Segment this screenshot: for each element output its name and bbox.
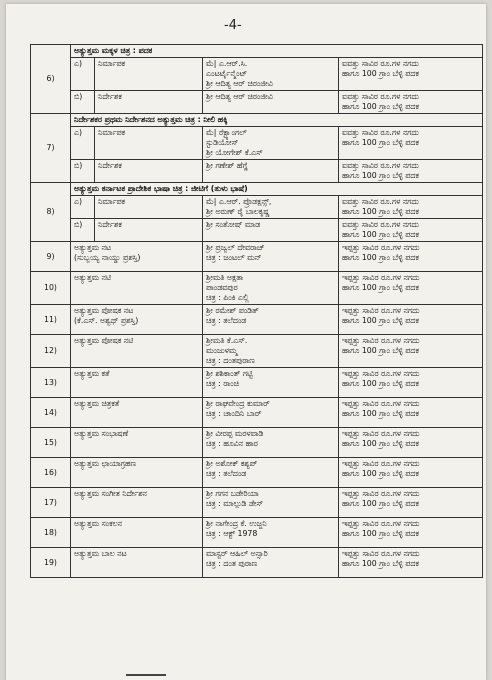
- document-page: [6, 4, 486, 680]
- award-prize: ಇಪ್ಪತ್ತು ಸಾವಿರ ರೂ.ಗಳ ನಗದು ಹಾಗೂ 100 ಗ್ರಾಂ ಬೆಳ್ಳಿ ಪದಕ: [339, 272, 483, 305]
- award-number: 15): [31, 428, 71, 458]
- award-number: 17): [31, 488, 71, 518]
- row-winner: ಮೆ| ಎ.ಆರ್. ಪ್ರೊಡಕ್ಷನ್ಸ್, ಶ್ರೀ ಅರುಣ್ ರೈ ಬಾಲಕೃಷ್ಣ: [203, 196, 339, 219]
- award-category: ಅತ್ಯುತ್ತಮ ಸಂಕಲನ: [71, 518, 203, 548]
- table-row: [31, 458, 483, 488]
- award-category: ಅತ್ಯುತ್ತಮ ಪೋಷಕ ನಟ (ಕೆ.ಎಸ್. ಅಶ್ವಥ್ ಪ್ರಶಸ್ತಿ): [71, 305, 203, 335]
- table-row: [31, 305, 483, 335]
- award-winner: ಶ್ರೀ ರಮೇಶ್ ಪಂಡಿತ್ ಚಿತ್ರ : ತಲೆದಂಡ: [203, 305, 339, 335]
- award-number: 16): [31, 458, 71, 488]
- row-winner: ಮೆ| ಎ.ಆರ್.ಸಿ. ಎಂಟರ್ಟೈನ್ಮೆಂಟ್ ಶ್ರೀ ಆದಿತ್ಯ ಆರ್ ಚಿರಂಜೀವಿ: [203, 58, 339, 91]
- award-winner: ಶ್ರೀ ಶಶಿಕಾಂತ್ ಗಟ್ಟಿ ಚಿತ್ರ : ರಾಂಚಿ: [203, 368, 339, 398]
- row-role: ನಿರ್ದೇಶಕ: [95, 219, 203, 242]
- row-prize: ಐವತ್ತು ಸಾವಿರ ರೂ.ಗಳ ನಗದು ಹಾಗೂ 100 ಗ್ರಾಂ ಬೆಳ್ಳಿ ಪದಕ: [339, 160, 483, 183]
- award-prize: ಇಪ್ಪತ್ತು ಸಾವಿರ ರೂ.ಗಳ ನಗದು ಹಾಗೂ 100 ಗ್ರಾಂ ಬೆಳ್ಳಿ ಪದಕ: [339, 398, 483, 428]
- awards-table: [30, 44, 483, 578]
- table-row: [31, 127, 483, 160]
- row-sub-label: ಎ): [71, 127, 95, 160]
- table-row: [31, 242, 483, 272]
- table-row: [31, 160, 483, 183]
- table-row: [31, 272, 483, 305]
- award-category: ಅತ್ಯುತ್ತಮ ಸಂಭಾಷಣೆ: [71, 428, 203, 458]
- section-title: ಅತ್ಯುತ್ತಮ ಮಕ್ಕಳ ಚಿತ್ರ : ಪದಕ: [71, 45, 483, 58]
- row-winner: ಶ್ರೀ ಆದಿತ್ಯ ಆರ್ ಚಿರಂಜೀವಿ: [203, 91, 339, 114]
- table-row: [31, 488, 483, 518]
- award-category: ಅತ್ಯುತ್ತಮ ನಟಿ: [71, 272, 203, 305]
- award-prize: ಇಪ್ಪತ್ತು ಸಾವಿರ ರೂ.ಗಳ ನಗದು ಹಾಗೂ 100 ಗ್ರಾಂ ಬೆಳ್ಳಿ ಪದಕ: [339, 368, 483, 398]
- award-winner: ಶ್ರೀ ಅಶೋಕ್ ಕಶ್ಯಪ್ ಚಿತ್ರ : ತಲೆದಂಡ: [203, 458, 339, 488]
- table-row: [31, 219, 483, 242]
- row-sub-label: ಬಿ): [71, 219, 95, 242]
- row-role: ನಿರ್ದೇಶಕ: [95, 160, 203, 183]
- award-number: 18): [31, 518, 71, 548]
- section-number: 8): [31, 183, 71, 242]
- award-winner: ಶ್ರೀ ಪ್ರಜ್ವಲ್ ದೇವರಾಜ್ ಚಿತ್ರ : ಜಂಟಲ್ ಮನ್: [203, 242, 339, 272]
- award-prize: ಇಪ್ಪತ್ತು ಸಾವಿರ ರೂ.ಗಳ ನಗದು ಹಾಗೂ 100 ಗ್ರಾಂ ಬೆಳ್ಳಿ ಪದಕ: [339, 458, 483, 488]
- table-row: [31, 398, 483, 428]
- table-row: [31, 368, 483, 398]
- row-prize: ಐವತ್ತು ಸಾವಿರ ರೂ.ಗಳ ನಗದು ಹಾಗೂ 100 ಗ್ರಾಂ ಬೆಳ್ಳಿ ಪದಕ: [339, 91, 483, 114]
- section-title: ನಿರ್ದೇಶಕರ ಪ್ರಥಮ ನಿರ್ದೇಶನದ ಅತ್ಯುತ್ತಮ ಚಿತ್ರ : ನೀಲಿ ಹಕ್ಕಿ: [71, 114, 483, 127]
- row-role: ನಿರ್ಮಾಪಕ: [95, 196, 203, 219]
- awards-table-body: [31, 45, 483, 578]
- award-category: ಅತ್ಯುತ್ತಮ ಚಿತ್ರಕತೆ: [71, 398, 203, 428]
- award-winner: ಶ್ರೀ ವೀರಪ್ಪ ಮರಳವಾಡಿ ಚಿತ್ರ : ಹೂವಿನ ಹಾರ: [203, 428, 339, 458]
- footer-mark: [126, 674, 166, 676]
- row-role: ನಿರ್ಮಾಪಕ: [95, 127, 203, 160]
- row-winner: ಮೆ| ರೆಕ್ಟ್ಯಾಂಗಲ್ ಸ್ಟುಡಿಯೋಸ್ ಶ್ರೀ ಯೋಗೇಶ್ ಕೆ.ಎಸ್: [203, 127, 339, 160]
- page-number: -4-: [224, 18, 242, 33]
- award-category: ಅತ್ಯುತ್ತಮ ಸಂಗೀತ ನಿರ್ದೇಶನ: [71, 488, 203, 518]
- award-winner: ಶ್ರೀಮತಿ ಅಕ್ಷತಾ ಪಾಂಡವಪುರ ಚಿತ್ರ : ಪಿಂಕಿ ಎಲ್ಲಿ: [203, 272, 339, 305]
- section-number: 6): [31, 45, 71, 114]
- award-prize: ಇಪ್ಪತ್ತು ಸಾವಿರ ರೂ.ಗಳ ನಗದು ಹಾಗೂ 100 ಗ್ರಾಂ ಬೆಳ್ಳಿ ಪದಕ: [339, 335, 483, 368]
- row-sub-label: ಬಿ): [71, 91, 95, 114]
- section-header-row: [31, 114, 483, 127]
- award-prize: ಇಪ್ಪತ್ತು ಸಾವಿರ ರೂ.ಗಳ ನಗದು ಹಾಗೂ 100 ಗ್ರಾಂ ಬೆಳ್ಳಿ ಪದಕ: [339, 548, 483, 578]
- award-winner: ಶ್ರೀ ನಾಗೇಂದ್ರ ಕೆ. ಉಜ್ಜನಿ ಚಿತ್ರ : ಆಕ್ಟ್ 1978: [203, 518, 339, 548]
- table-row: [31, 335, 483, 368]
- row-sub-label: ಎ): [71, 58, 95, 91]
- award-number: 13): [31, 368, 71, 398]
- section-header-row: [31, 45, 483, 58]
- award-category: ಅತ್ಯುತ್ತಮ ಬಾಲ ನಟ: [71, 548, 203, 578]
- award-winner: ಶ್ರೀ ಗಗನ ಬಡೇರಿಯಾ ಚಿತ್ರ : ಮಾಲ್ಗುಡಿ ಡೇಸ್: [203, 488, 339, 518]
- row-prize: ಐವತ್ತು ಸಾವಿರ ರೂ.ಗಳ ನಗದು ಹಾಗೂ 100 ಗ್ರಾಂ ಬೆಳ್ಳಿ ಪದಕ: [339, 58, 483, 91]
- row-sub-label: ಎ): [71, 196, 95, 219]
- award-prize: ಇಪ್ಪತ್ತು ಸಾವಿರ ರೂ.ಗಳ ನಗದು ಹಾಗೂ 100 ಗ್ರಾಂ ಬೆಳ್ಳಿ ಪದಕ: [339, 428, 483, 458]
- award-number: 9): [31, 242, 71, 272]
- award-prize: ಇಪ್ಪತ್ತು ಸಾವಿರ ರೂ.ಗಳ ನಗದು ಹಾಗೂ 100 ಗ್ರಾಂ ಬೆಳ್ಳಿ ಪದಕ: [339, 242, 483, 272]
- award-number: 11): [31, 305, 71, 335]
- row-role: ನಿರ್ಮಾಪಕ: [95, 58, 203, 91]
- table-row: [31, 518, 483, 548]
- row-role: ನಿರ್ದೇಶಕ: [95, 91, 203, 114]
- award-prize: ಇಪ್ಪತ್ತು ಸಾವಿರ ರೂ.ಗಳ ನಗದು ಹಾಗೂ 100 ಗ್ರಾಂ ಬೆಳ್ಳಿ ಪದಕ: [339, 488, 483, 518]
- table-row: [31, 428, 483, 458]
- award-category: ಅತ್ಯುತ್ತಮ ಛಾಯಾಗ್ರಹಣ: [71, 458, 203, 488]
- table-row: [31, 58, 483, 91]
- award-prize: ಇಪ್ಪತ್ತು ಸಾವಿರ ರೂ.ಗಳ ನಗದು ಹಾಗೂ 100 ಗ್ರಾಂ ಬೆಳ್ಳಿ ಪದಕ: [339, 518, 483, 548]
- award-category: ಅತ್ಯುತ್ತಮ ಕತೆ: [71, 368, 203, 398]
- award-prize: ಇಪ್ಪತ್ತು ಸಾವಿರ ರೂ.ಗಳ ನಗದು ಹಾಗೂ 100 ಗ್ರಾಂ ಬೆಳ್ಳಿ ಪದಕ: [339, 305, 483, 335]
- table-row: [31, 196, 483, 219]
- section-title: ಅತ್ಯುತ್ತಮ ಕರ್ನಾಟಕ ಪ್ರಾದೇಶಿಕ ಭಾಷಾ ಚಿತ್ರ : ಜೀಟಿಗೆ (ತುಳು ಭಾಷೆ): [71, 183, 483, 196]
- award-number: 12): [31, 335, 71, 368]
- award-number: 10): [31, 272, 71, 305]
- row-prize: ಐವತ್ತು ಸಾವಿರ ರೂ.ಗಳ ನಗದು ಹಾಗೂ 100 ಗ್ರಾಂ ಬೆಳ್ಳಿ ಪದಕ: [339, 219, 483, 242]
- award-category: ಅತ್ಯುತ್ತಮ ಪೋಷಕ ನಟಿ: [71, 335, 203, 368]
- award-winner: ಶ್ರೀ ರಾಘವೇಂದ್ರ ಕುಮಾರ್ ಚಿತ್ರ : ಚಾಂದಿನಿ ಬಾರ್: [203, 398, 339, 428]
- award-category: ಅತ್ಯುತ್ತಮ ನಟ (ಸುಬ್ಬಯ್ಯ ನಾಯ್ಡು ಪ್ರಶಸ್ತಿ): [71, 242, 203, 272]
- section-number: 7): [31, 114, 71, 183]
- award-winner: ಶ್ರೀಮತಿ ಕೆ.ಎಸ್. ಮಂಜುಳಮ್ಮ ಚಿತ್ರ : ದಂತಪುರಾಣ: [203, 335, 339, 368]
- row-winner: ಶ್ರೀ ಗಣೇಶ್ ಹೆಗ್ಡೆ: [203, 160, 339, 183]
- award-winner: ಮಾಸ್ಟರ್ ಆಹಿಲ್ ಅನ್ಸಾರಿ ಚಿತ್ರ : ದಂತ ಪುರಾಣ: [203, 548, 339, 578]
- row-prize: ಐವತ್ತು ಸಾವಿರ ರೂ.ಗಳ ನಗದು ಹಾಗೂ 100 ಗ್ರಾಂ ಬೆಳ್ಳಿ ಪದಕ: [339, 196, 483, 219]
- section-header-row: [31, 183, 483, 196]
- row-prize: ಐವತ್ತು ಸಾವಿರ ರೂ.ಗಳ ನಗದು ಹಾಗೂ 100 ಗ್ರಾಂ ಬೆಳ್ಳಿ ಪದಕ: [339, 127, 483, 160]
- award-number: 19): [31, 548, 71, 578]
- row-sub-label: ಬಿ): [71, 160, 95, 183]
- table-row: [31, 548, 483, 578]
- row-winner: ಶ್ರೀ ಸಂತೋಷ್ ಮಾಡ: [203, 219, 339, 242]
- table-row: [31, 91, 483, 114]
- award-number: 14): [31, 398, 71, 428]
